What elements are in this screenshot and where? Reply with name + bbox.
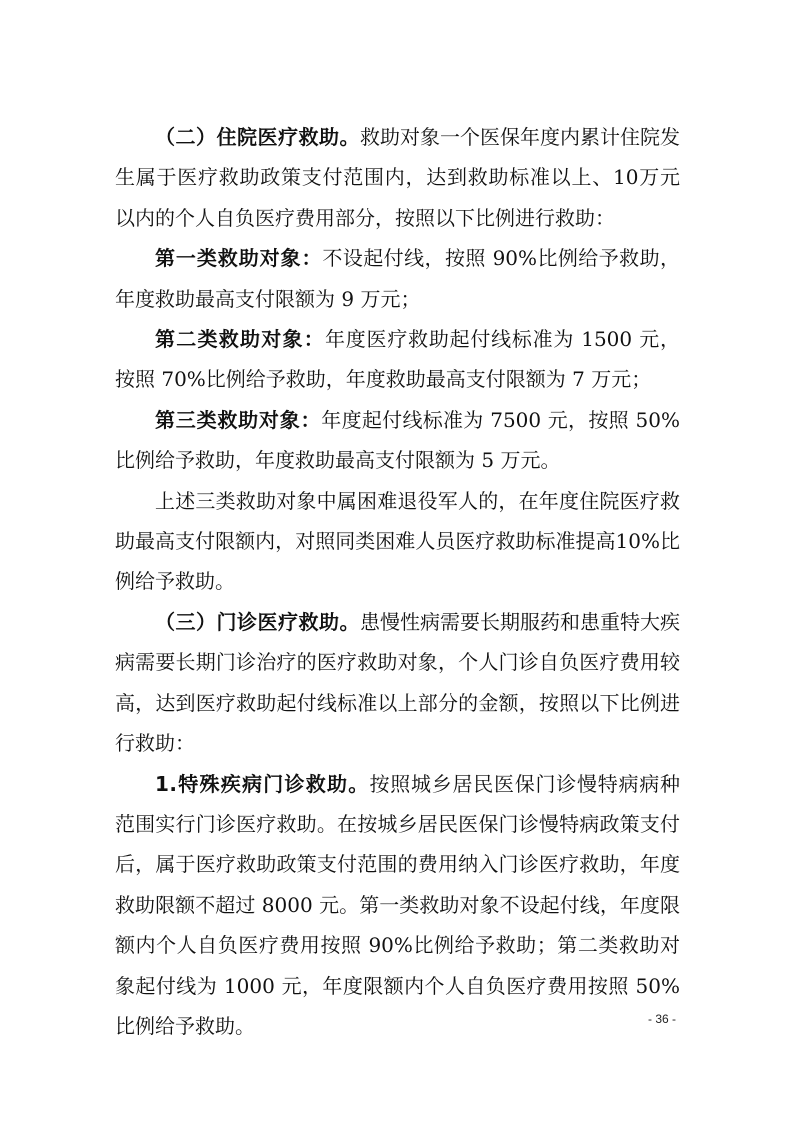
paragraph-special-disease-outpatient bbox=[115, 764, 680, 1047]
paragraph-text: 上述三类救助对象中属困难退役军人的，在年度住院医疗救助最高支付限额内，对照同类困难人员医疗救助标准提高10%比例给予救助。 bbox=[115, 488, 680, 594]
page-number: - 36 - bbox=[648, 1012, 677, 1026]
paragraph-heading: 第三类救助对象： bbox=[155, 407, 322, 432]
paragraph-heading: 第二类救助对象： bbox=[155, 327, 326, 352]
paragraph-heading: （二）住院医疗救助。 bbox=[155, 125, 360, 149]
document-body bbox=[115, 117, 680, 1046]
paragraph-heading: 第一类救助对象： bbox=[155, 246, 323, 271]
paragraph-veterans bbox=[115, 481, 680, 602]
paragraph-text: 按照城乡居民医保门诊慢特病病种范围实行门诊医疗救助。在按城乡居民医保门诊慢特病政策支付后，属于医疗救助政策支付范围的费用纳入门诊医疗救助，年度救助限额不超过 8000 元。第一类救助对象不设起付线，年度限额内个人自负医疗费用按照 90%比例给予救助；第二类救助对象起付线为 1000 元，年度限额内个人自负医疗费用按照 50%比例给予救助。 bbox=[115, 771, 681, 1038]
paragraph-category-one bbox=[115, 238, 680, 319]
paragraph-heading: （三）门诊医疗救助。 bbox=[155, 609, 360, 634]
paragraph-inpatient-assistance bbox=[115, 117, 680, 238]
paragraph-text: 不设起付线，按照 90%比例给予救助，年度救助最高支付限额为 9 万元； bbox=[115, 246, 681, 311]
paragraph-text: 救助对象一个医保年度内累计住院发生属于医疗救助政策支付范围内，达到救助标准以上、10万元以内的个人自负医疗费用部分，按照以下比例进行救助： bbox=[115, 125, 680, 230]
paragraph-text: 患慢性病需要长期服药和患重特大疾病需要长期门诊治疗的医疗救助对象，个人门诊自负医疗费用较高，达到医疗救助起付线标准以上部分的金额，按照以下比例进行救助： bbox=[115, 609, 680, 756]
paragraph-category-two bbox=[115, 319, 680, 400]
paragraph-heading: 1.特殊疾病门诊救助。 bbox=[155, 771, 370, 796]
paragraph-outpatient-assistance bbox=[115, 602, 680, 764]
paragraph-text: 年度起付线标准为 7500 元，按照 50%比例给予救助，年度救助最高支付限额为 5 万元。 bbox=[115, 407, 681, 473]
paragraph-text: 年度医疗救助起付线标准为 1500 元，按照 70%比例给予救助，年度救助最高支付限额为 7 万元； bbox=[115, 327, 680, 392]
paragraph-category-three bbox=[115, 400, 680, 481]
